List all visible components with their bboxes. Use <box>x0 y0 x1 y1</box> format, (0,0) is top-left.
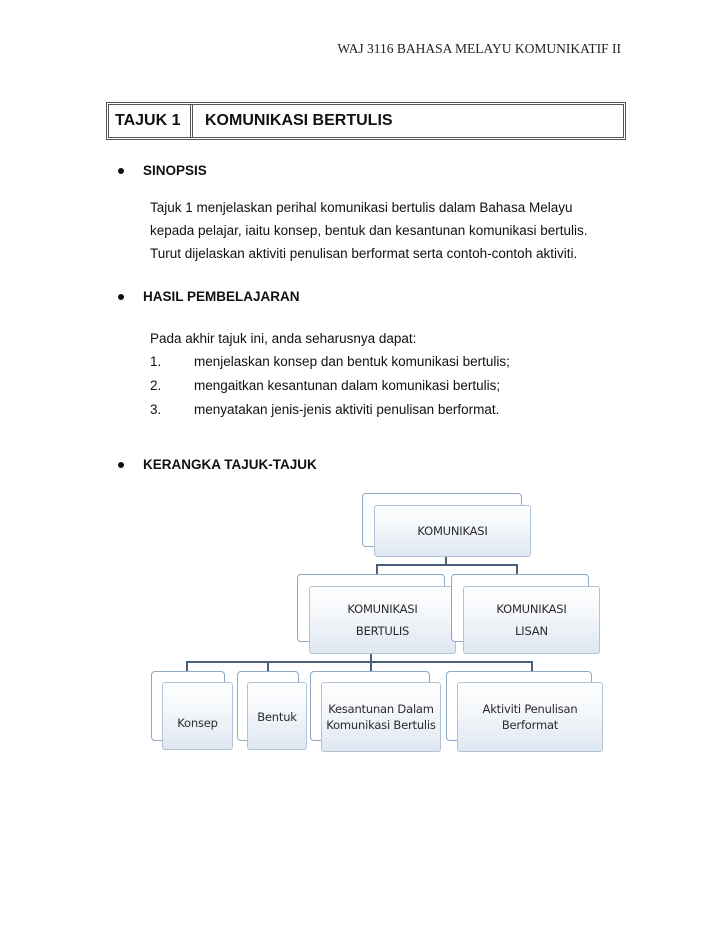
objective-text: menyatakan jenis-jenis aktiviti penulisan berformat. <box>194 402 500 417</box>
section-heading-sinopsis <box>118 163 207 178</box>
node-label-line: KOMUNIKASI <box>347 602 418 616</box>
paragraph-line: kepada pelajar, iaitu konsep, bentuk dan kesantunan komunikasi bertulis. <box>150 223 588 238</box>
paragraph-line: Tajuk 1 menjelaskan perihal komunikasi bertulis dalam Bahasa Melayu <box>150 200 573 215</box>
bullet-icon <box>118 462 124 468</box>
paragraph-line: Turut dijelaskan aktiviti penulisan berformat serta contoh-contoh aktiviti. <box>150 246 578 261</box>
connector-line <box>376 564 518 566</box>
section-heading-hasil <box>118 289 300 304</box>
node-label-line: BERTULIS <box>355 624 410 638</box>
sinopsis-paragraph <box>150 196 588 265</box>
objective-number: 3. <box>150 402 162 417</box>
node-label: KOMUNIKASI <box>417 524 488 538</box>
objective-item <box>150 378 500 393</box>
objective-number: 2. <box>150 378 162 393</box>
objectives-intro: Pada akhir tajuk ini, anda seharusnya dapat: <box>150 331 417 346</box>
diagram-node-komunikasi-lisan <box>451 574 601 654</box>
diagram-node-komunikasi-bertulis <box>297 574 457 654</box>
node-label: Konsep <box>177 716 218 730</box>
diagram-node-bentuk <box>237 671 309 751</box>
node-label-line: Kesantunan Dalam <box>328 702 434 716</box>
title-table <box>106 102 626 140</box>
section-heading-kerangka <box>118 457 317 472</box>
node-label-line: KOMUNIKASI <box>496 602 567 616</box>
objective-number: 1. <box>150 354 162 369</box>
node-label: Bentuk <box>257 710 297 724</box>
bullet-icon <box>118 168 124 174</box>
diagram-node-kesantunan <box>310 671 440 751</box>
section-heading-text: HASIL PEMBELAJARAN <box>143 289 300 304</box>
objective-item <box>150 402 499 417</box>
running-header: WAJ 3116 BAHASA MELAYU KOMUNIKATIF II <box>337 41 621 56</box>
objective-text: menjelaskan konsep dan bentuk komunikasi bertulis; <box>194 354 510 369</box>
node-label-line: Komunikasi Bertulis <box>326 718 436 732</box>
node-label-line: Berformat <box>501 718 559 732</box>
node-label-line: Aktiviti Penulisan <box>482 702 578 716</box>
connector-line <box>186 661 533 663</box>
diagram-node-aktiviti <box>446 671 602 751</box>
section-heading-text: SINOPSIS <box>143 163 207 178</box>
unit-label: TAJUK 1 <box>109 105 193 137</box>
objective-text: mengaitkan kesantunan dalam komunikasi bertulis; <box>194 378 501 393</box>
node-label-line: LISAN <box>515 624 548 638</box>
diagram-node-root <box>362 493 532 557</box>
objective-item <box>150 354 510 369</box>
bullet-icon <box>118 294 124 300</box>
section-heading-text: KERANGKA TAJUK-TAJUK <box>143 457 317 472</box>
unit-title: KOMUNIKASI BERTULIS <box>205 112 393 129</box>
diagram-node-konsep <box>151 671 235 751</box>
